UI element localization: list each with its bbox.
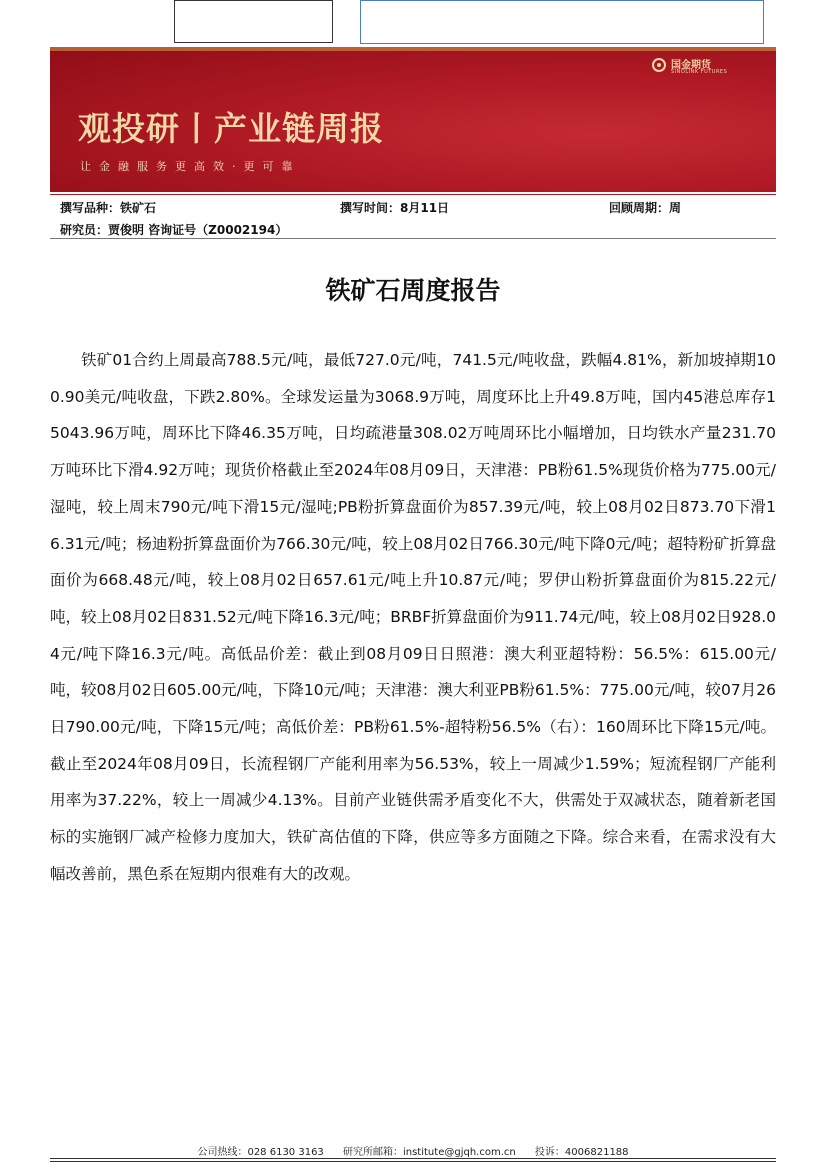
meta-variety: 撰写品种：铁矿石 <box>60 201 157 215</box>
meta-researcher: 研究员：贾俊明 咨询证号（Z0002194） <box>60 223 288 237</box>
meta-divider <box>50 194 776 195</box>
footer-complaint: 投诉：4006821188 <box>534 1147 629 1158</box>
company-logo <box>652 56 764 78</box>
footer-divider-double <box>50 1161 776 1162</box>
meta-divider-bottom <box>50 238 776 239</box>
banner-title: 观投研丨产业链周报 <box>78 109 384 148</box>
footer-divider <box>50 1158 776 1159</box>
footer-contact <box>0 1143 826 1158</box>
document-title: 铁矿石周度报告 <box>325 276 501 305</box>
header-box-right <box>360 0 764 44</box>
header-box-left <box>174 0 333 43</box>
logo-name-en: SINOLINK FUTURES <box>671 69 728 75</box>
footer-hotline: 公司热线：028 6130 3163 <box>197 1147 324 1158</box>
report-body: 铁矿01合约上周最高788.5元/吨，最低727.0元/吨，741.5元/吨收盘，跌幅4.81%，新加坡掉期100.90美元/吨收盘，下跌2.80%。全球发运量为3068.9万吨，周度环比上升49.8万吨，国内45港总库存15043.96万吨，周环比下降46.35万吨，日均疏港量308.02万吨周环比小幅增加，日均铁水产量231.70万吨环比下滑4.92万吨；现货价格截止至2024年08月09日，天津港：PB粉61.5%现货价格为775.00元/湿吨，较上周末790元/吨下滑15元/湿吨;PB粉折算盘面价为857.39元/吨，较上08月02日873.70下滑16.31元/吨；杨迪粉折算盘面价为766.30元/吨，较上08月02日766.30元/吨下降0元/吨；超特粉矿折算盘面价为668.48元/吨，较上08月02日657.61元/吨上升10.87元/吨；罗伊山粉折算盘面价为815.22元/吨，较上08月02日831.52元/吨下降16.3元/吨；BRBF折算盘面价为911.74元/吨，较上08月02日928.04元/吨下降16.3元/吨。高低品价差：截止到08月09日日照港：澳大利亚超特粉：56.5%：615.00元/吨，较08月02日605.00元/吨，下降10元/吨；天津港：澳大利亚PB粉61.5%：775.00元/吨，较07月26日790.00元/吨，下降15元/吨；高低价差：PB粉61.5%-超特粉56.5%（右）：160周环比下降15元/吨。截止至2024年08月09日，长流程钢厂产能利用率为56.53%，较上一周减少1.59%；短流程钢厂产能利用率为37.22%，较上一周减少4.13%。目前产业链供需矛盾变化不大，供需处于双减状态，随着新老国标的实施钢厂减产检修力度加大，铁矿高估值的下降，供应等多方面随之下降。综合来看，在需求没有大幅改善前，黑色系在短期内很难有大的改观。 <box>50 351 776 883</box>
footer-email: 研究所邮箱：institute@gjqh.com.cn <box>342 1147 516 1158</box>
banner-stripe <box>50 47 776 51</box>
meta-period: 回顾周期：周 <box>609 201 682 215</box>
logo-name-cn: 国金期货 <box>671 60 711 71</box>
report-banner <box>50 47 776 192</box>
banner-slogan: 让金融服务更高效·更可靠 <box>80 160 301 173</box>
logo-mark-icon <box>652 58 666 72</box>
meta-date: 撰写时间：8月11日 <box>340 201 450 215</box>
